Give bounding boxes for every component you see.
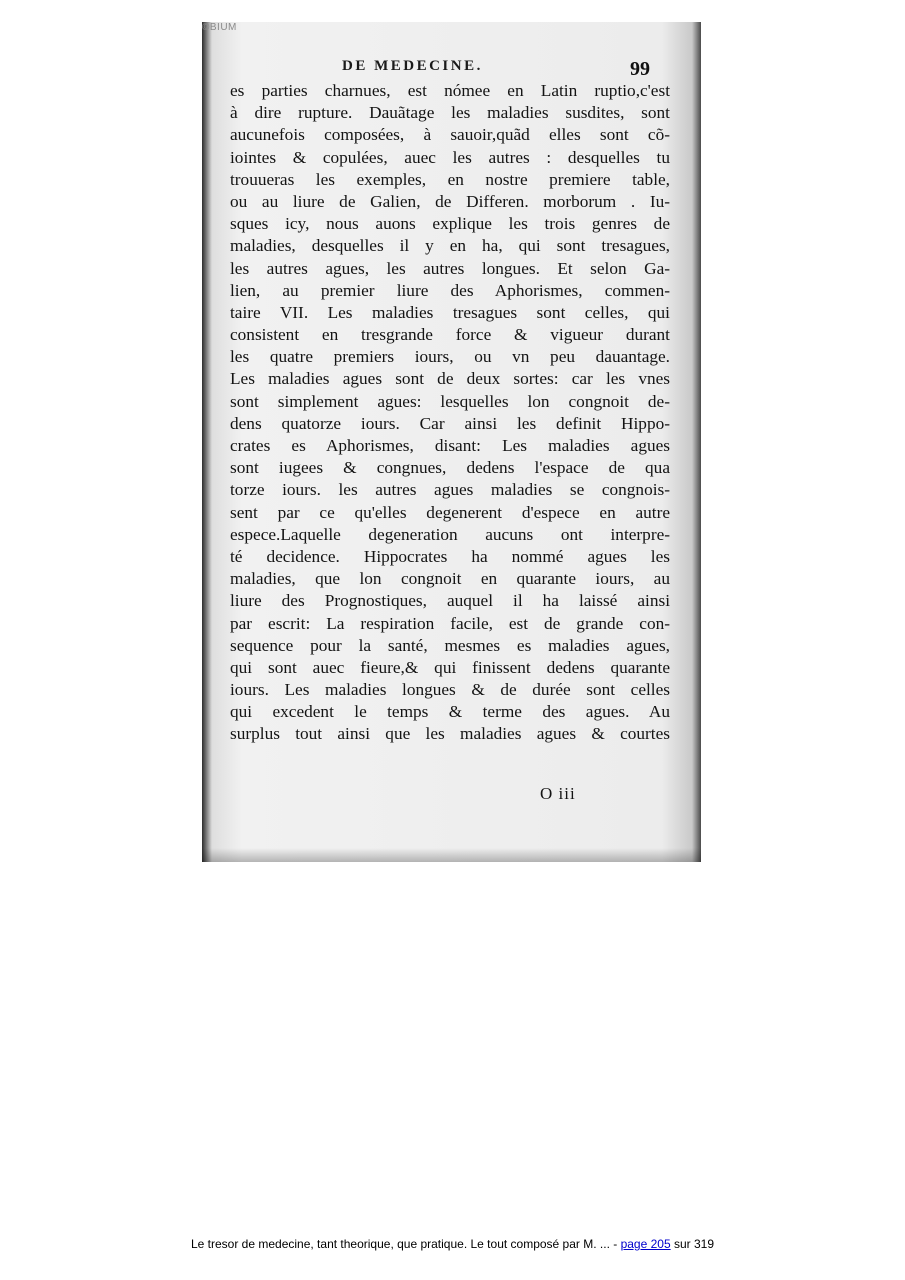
- text-line: Les maladies agues sont de deux sortes: car les vnes: [230, 369, 670, 389]
- text-line: les autres agues, les autres longues. Et selon Ga-: [230, 258, 670, 278]
- footer-page-count: sur 319: [670, 1237, 714, 1251]
- text-line: crates es Aphorismes, disant: Les maladies agues: [230, 436, 670, 455]
- page-footer: [0, 1237, 905, 1251]
- running-head: DE MEDECINE.: [342, 58, 483, 74]
- text-line: iours. Les maladies longues & de durée sont celles: [230, 680, 670, 700]
- text-line: consistent en tresgrande force & vigueur durant: [230, 325, 670, 345]
- text-line: ou au liure de Galien, de Differen. morborum . Iu-: [230, 191, 670, 211]
- text-line: trouueras les exemples, en nostre premiere table,: [230, 169, 670, 189]
- text-line: à dire rupture. Dauãtage les maladies susdites, sont: [230, 103, 670, 123]
- text-line: sques icy, nous auons explique les trois genres de: [230, 214, 670, 234]
- text-line: iointes & copulées, auec les autres : desquelles tu: [230, 147, 670, 167]
- text-line: sequence pour la santé, mesmes es maladies agues,: [230, 635, 670, 655]
- text-line: taire VII. Les maladies tresagues sont celles, qui: [230, 302, 670, 322]
- text-line: sent par ce qu'elles degenerent d'espece en autre: [230, 502, 670, 522]
- scanned-page: [202, 22, 701, 862]
- text-line: par escrit: La respiration facile, est de grande con-: [230, 613, 670, 633]
- copyright-mark: ©BIUM: [202, 22, 237, 33]
- text-line: torze iours. les autres agues maladies se congnois-: [230, 480, 670, 500]
- text-line: sont simplement agues: lesquelles lon congnoit de-: [230, 391, 670, 411]
- text-line: dens quatorze iours. Car ainsi les definit Hippo-: [230, 413, 670, 433]
- page-number: 99: [630, 58, 650, 80]
- text-line: qui sont auec fieure,& qui finissent dedens quarante: [230, 657, 670, 677]
- text-line: té decidence. Hippocrates ha nommé agues les: [230, 546, 670, 566]
- signature-mark: O iii: [540, 784, 576, 803]
- text-line: maladies, desquelles il y en ha, qui sont tresagues,: [230, 236, 670, 256]
- page-link[interactable]: page 205: [620, 1237, 671, 1251]
- text-line: qui excedent le temps & terme des agues. Au: [230, 702, 670, 722]
- page-text-body: [230, 80, 670, 746]
- text-line: es parties charnues, est nómee en Latin ruptio,c'est: [230, 81, 670, 100]
- text-line: sont iugees & congnues, dedens l'espace de qua: [230, 458, 670, 478]
- text-line: espece.Laquelle degeneration aucuns ont interpre-: [230, 524, 670, 544]
- text-line: lien, au premier liure des Aphorismes, commen-: [230, 280, 670, 300]
- text-line: aucunefois composées, à sauoir,quãd elles sont cõ-: [230, 125, 670, 145]
- text-line: les quatre premiers iours, ou vn peu dauantage.: [230, 347, 670, 367]
- text-line: surplus tout ainsi que les maladies agues & courtes: [230, 724, 670, 744]
- footer-title: Le tresor de medecine, tant theorique, que pratique. Le tout composé par M. ... -: [190, 1237, 621, 1251]
- text-line: liure des Prognostiques, auquel il ha laissé ainsi: [230, 591, 670, 611]
- text-line: maladies, que lon congnoit en quarante iours, au: [230, 569, 670, 589]
